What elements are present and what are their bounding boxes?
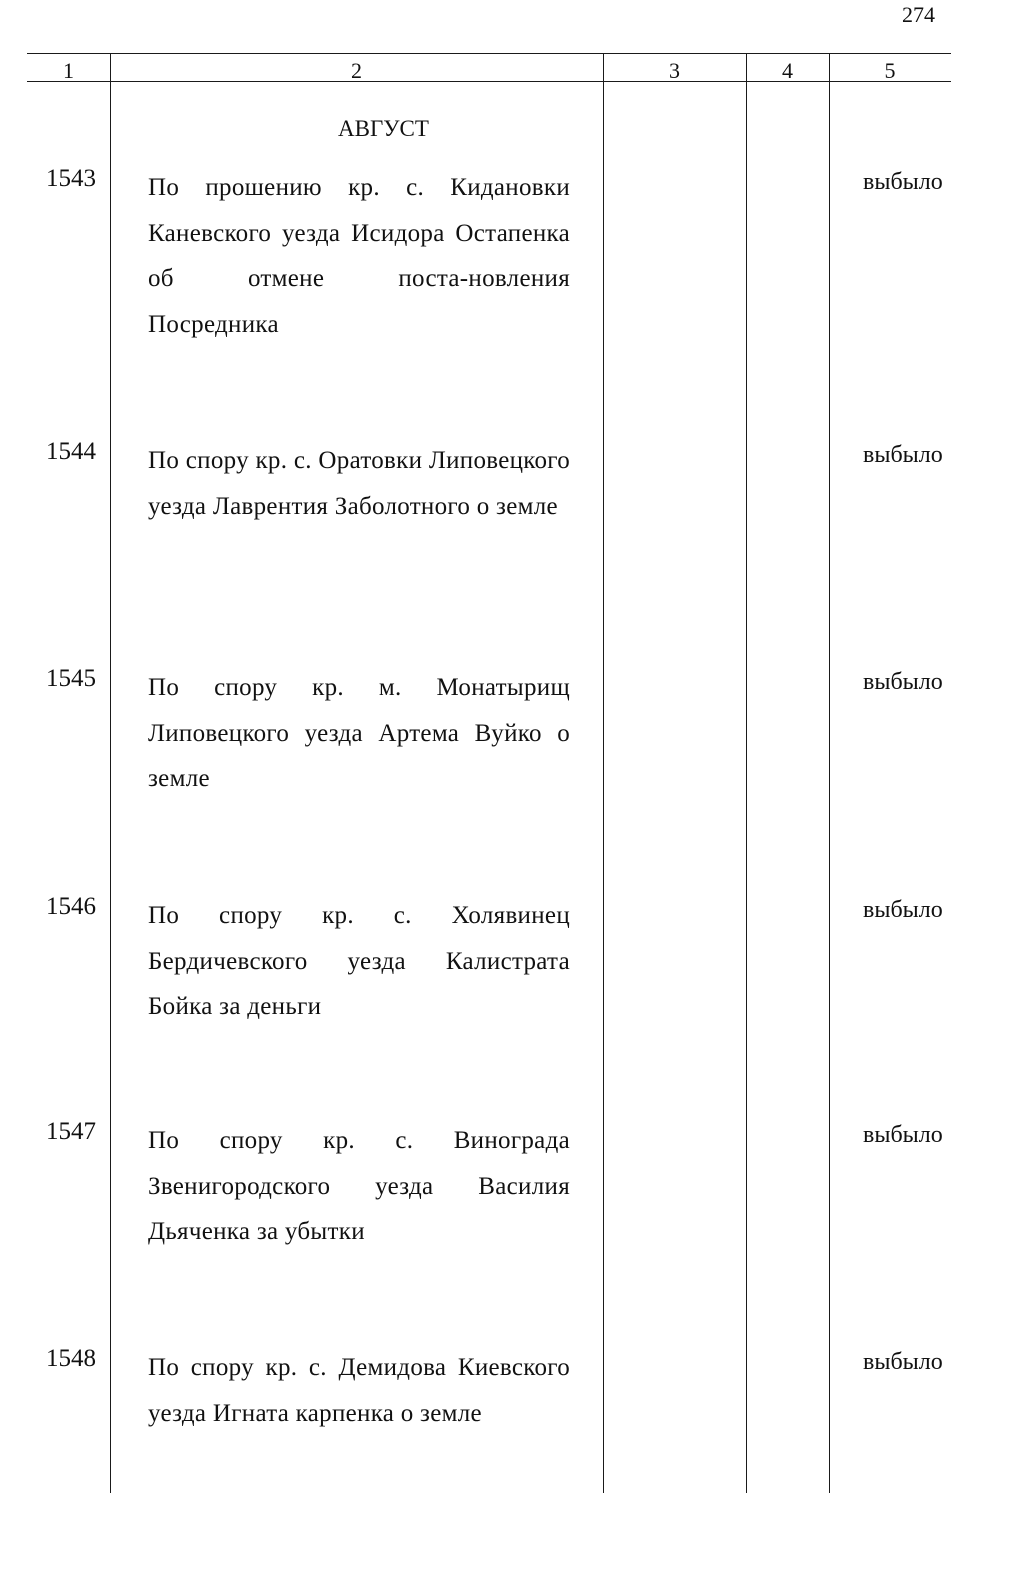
column-header-2: 2 <box>351 58 362 83</box>
table-row <box>0 1345 1024 1495</box>
entry-number: 1548 <box>46 1345 96 1372</box>
table-row <box>0 165 1024 338</box>
table-row <box>0 1118 1024 1268</box>
entry-status: выбыло <box>863 1122 943 1148</box>
entry-description: По спору кр. с. Холявинец Бердичевского уезда Калистрата Бойка за деньги <box>148 902 570 1020</box>
entry-number: 1545 <box>46 665 96 692</box>
entry-status: выбыло <box>863 442 943 468</box>
page-number: 274 <box>902 2 935 27</box>
table-top-rule <box>27 53 951 54</box>
entry-number: 1544 <box>46 438 96 465</box>
column-header-4: 4 <box>782 58 793 83</box>
table-row <box>0 665 1024 815</box>
entry-status: выбыло <box>863 1349 943 1375</box>
entry-description: По прошению кр. с. Кидановки Каневского уезда Исидора Остапенка об отмене поста-новления Посредника <box>148 174 570 338</box>
entry-description: По спору кр. с. Оратовки Липовецкого уезда Лаврентия Заболотного о земле <box>148 447 570 520</box>
entry-number: 1546 <box>46 893 96 920</box>
table-row <box>0 438 1024 588</box>
column-header-3: 3 <box>669 58 680 83</box>
entry-status: выбыло <box>863 669 943 695</box>
month-heading: АВГУСТ <box>338 116 429 141</box>
entry-number: 1547 <box>46 1118 96 1145</box>
column-header-5: 5 <box>884 58 896 83</box>
entry-status: выбыло <box>863 169 943 195</box>
column-header-1: 1 <box>63 58 74 83</box>
entry-status: выбыло <box>863 897 943 923</box>
entry-description: По спору кр. с. Винограда Звенигородского уезда Василия Дьяченка за убытки <box>148 1127 570 1245</box>
entry-number: 1543 <box>46 165 96 192</box>
entry-description: По спору кр. с. Демидова Киевского уезда Игната карпенка о земле <box>148 1354 570 1427</box>
table-row <box>0 893 1024 1043</box>
entry-description: По спору кр. м. Монатырищ Липовецкого уезда Артема Вуйко о земле <box>148 674 570 792</box>
